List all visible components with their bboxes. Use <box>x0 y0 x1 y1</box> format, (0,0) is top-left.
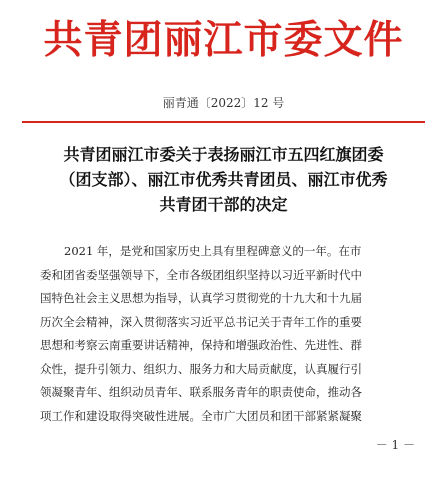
document-number: 丽青通〔2022〕12 号 <box>162 96 285 110</box>
body-line: 国特色社会主义思想为指导，认真学习贯彻党的十九大和十九届 <box>40 291 362 305</box>
title-line: 共青团丽江市委关于表扬丽江市五四红旗团委 <box>63 145 384 164</box>
body-line: 思想和考察云南重要讲话精神，保持和增强政治性、先进性、群 <box>40 338 362 352</box>
document-title <box>40 142 407 217</box>
body-line: 领凝聚青年、组织动员青年、联系服务青年的职责使命，推动各 <box>40 385 362 399</box>
body-line: 众性，提升引领力、组织力、服务力和大局贡献度，认真履行引 <box>40 361 362 376</box>
title-line: 共青团干部的决定 <box>159 195 288 214</box>
body-line: 委和团省委坚强领导下，全市各级团组织坚持以习近平新时代中 <box>40 267 362 282</box>
body-line: 项工作和建设取得突破性进展。全市广大团员和团干部紧紧凝聚 <box>40 408 362 423</box>
body-paragraph <box>40 240 412 428</box>
page-number: － 1 － <box>375 438 415 452</box>
body-line: 2021 年，是党和国家历史上具有里程碑意义的一年。在市 <box>64 244 362 258</box>
body-line: 历次全会精神，深入贯彻落实习近平总书记关于青年工作的重要 <box>40 314 362 329</box>
red-divider-rule <box>22 121 425 123</box>
title-line: （团支部）、丽江市优秀共青团员、丽江市优秀 <box>59 170 388 189</box>
document-masthead: 共青团丽江市委文件 <box>43 17 404 63</box>
